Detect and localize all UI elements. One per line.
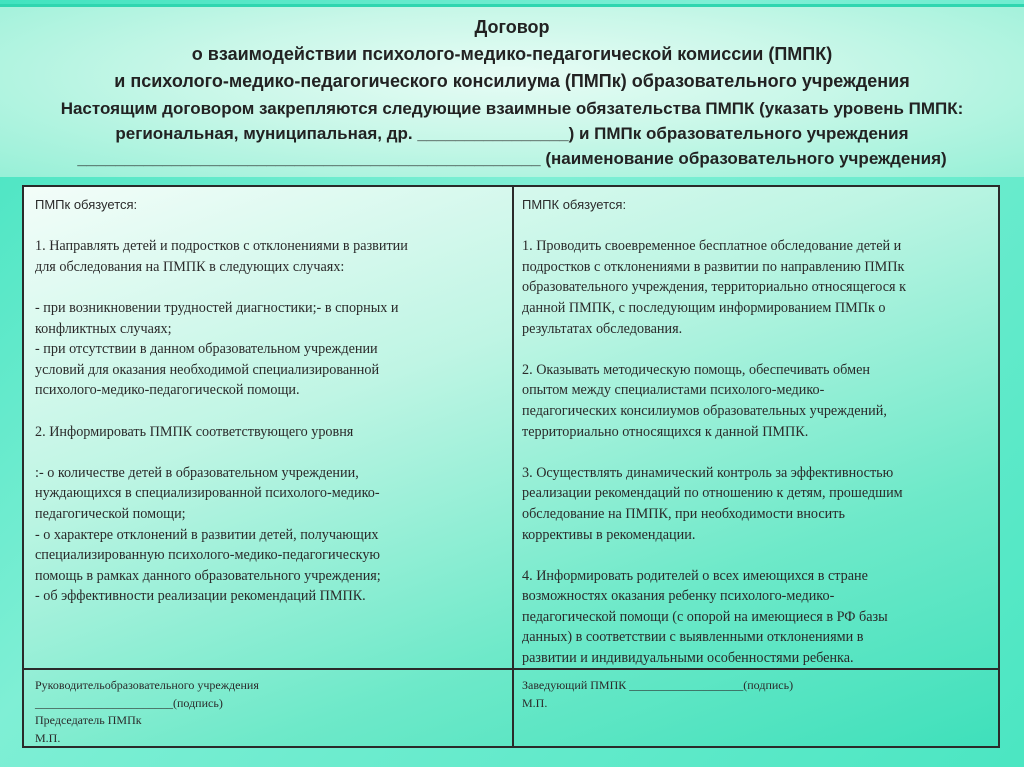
left-heading: ПМПк обязуется:	[35, 197, 138, 212]
right-text-line: педагогических консилиумов образовательных учреждений,	[522, 402, 887, 419]
right-text-line: опытом между специалистами психолого-медико-	[522, 382, 825, 399]
right-text-line: реализации рекомендаций по отношению к детям, прошедшим	[522, 485, 903, 502]
left-text-line: - при возникновении трудностей диагностики;- в спорных и	[35, 299, 399, 316]
right-heading: ПМПК обязуется:	[522, 197, 627, 212]
right-text-line: результатах обследования.	[522, 320, 683, 337]
right-text-line: возможностях оказания ребенку психолого-медико-	[522, 588, 835, 605]
pmpk-school-obligations	[35, 195, 505, 607]
left-text-line: - при отсутствии в данном образовательном учреждении	[35, 341, 378, 358]
right-text-line: данных) в соответствии с выявленными отклонениями в	[522, 629, 864, 646]
right-text-line: обследование на ПМПК, при необходимости вносить	[522, 505, 845, 522]
document-header	[0, 4, 1024, 177]
title-line-2: о взаимодействии психолого-медико-педагогической комиссии (ПМПК)	[191, 44, 833, 64]
intro-line-3: _________________________________________________ (наименование образовательного учреждения)	[77, 149, 947, 168]
signature-line: М.П.	[35, 730, 61, 745]
left-text-line: конфликтных случаях;	[35, 320, 172, 337]
left-text-line: - об эффективности реализации рекомендаций ПМПК.	[35, 588, 366, 605]
signature-line: _______________________(подпись)	[35, 695, 223, 710]
right-text-line: развитии и индивидуальными особенностями ребенка.	[522, 650, 854, 667]
right-text-line: образовательного учреждения, территориально относящегося к	[522, 279, 906, 296]
left-text-line: - о характере отклонений в развитии детей, получающих	[35, 526, 379, 543]
right-text-line: 1. Проводить своевременное бесплатное обследование детей и	[522, 238, 902, 255]
title-line-3: и психолого-медико-педагогического консилиума (ПМПк) образовательного учреждения	[114, 71, 910, 91]
left-text-line: психолого-медико-педагогической помощи.	[35, 382, 300, 399]
signature-line: М.П.	[522, 695, 548, 710]
intro-line-1: Настоящим договором закрепляются следующие взаимные обязательства ПМПК (указать уровень ПМПК:	[60, 99, 964, 118]
left-text-line: специализированную психолого-медико-педагогическую	[35, 547, 381, 564]
left-text-line: педагогической помощи;	[35, 505, 186, 522]
right-text-line: 3. Осуществлять динамический контроль за эффективностью	[522, 464, 894, 481]
left-text-line: нуждающихся в специализированной психолого-медико-	[35, 485, 380, 502]
document-title: Договор	[474, 17, 550, 37]
left-text-line: 2. Информировать ПМПК соответствующего уровня	[35, 423, 354, 440]
right-text-line: коррективы в рекомендации.	[522, 526, 696, 543]
left-text-line: помощь в рамках данного образовательного учреждения;	[35, 567, 381, 584]
obligations-table	[22, 185, 1000, 748]
right-text-line: 2. Оказывать методическую помощь, обеспечивать обмен	[522, 361, 871, 378]
left-text-line: условий для оказания необходимой специализированной	[35, 361, 380, 378]
column-divider	[512, 187, 514, 748]
right-text-line: территориально относящихся к данной ПМПК.	[522, 423, 809, 440]
school-signature-block	[35, 677, 505, 747]
right-text-line: педагогической помощи (с опорой на имеющиеся в РФ базы	[522, 608, 888, 625]
left-text-line: для обследования на ПМПК в следующих случаях:	[35, 258, 345, 275]
left-text-line: :- о количестве детей в образовательном учреждении,	[35, 464, 359, 481]
right-text-line: подростков с отклонениями в развитии по направлению ПМПк	[522, 258, 905, 275]
intro-line-2: региональная, муниципальная, др. ________________) и ПМПк образовательного учреждения	[115, 124, 909, 143]
signature-line: Заведующий ПМПК ___________________(подпись)	[522, 678, 794, 692]
left-text-line: 1. Направлять детей и подростков с отклонениями в развитии	[35, 238, 408, 255]
right-text-line: 4. Информировать родителей о всех имеющихся в стране	[522, 567, 868, 584]
signature-line: Руководительобразовательного учреждения	[35, 678, 259, 692]
right-text-line: данной ПМПК, с последующим информированием ПМПк о	[522, 299, 886, 316]
commission-signature-block	[522, 677, 992, 712]
pmpk-commission-obligations	[522, 195, 992, 669]
signature-line: Председатель ПМПк	[35, 713, 142, 727]
